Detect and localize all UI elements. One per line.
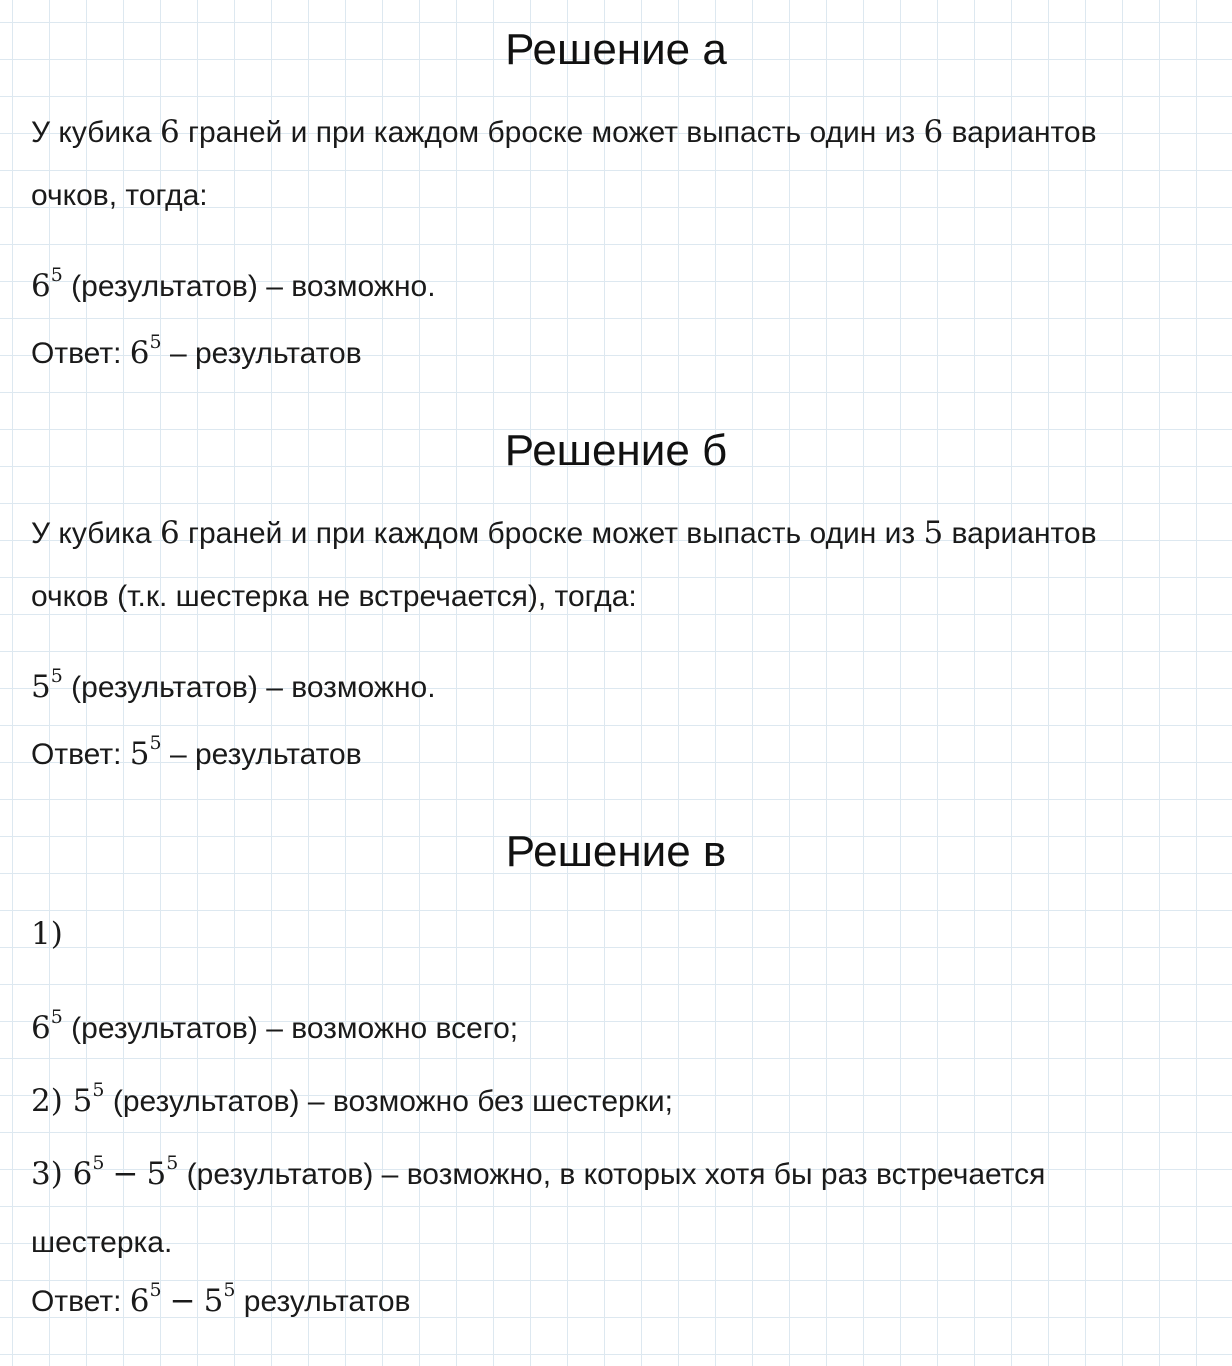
power-exponent: 5 <box>92 1151 105 1174</box>
math-number: 5 <box>923 515 944 551</box>
math-number: 6 <box>159 515 180 551</box>
section-c-step2-line <box>31 1078 673 1122</box>
power-exponent: 5 <box>50 263 63 286</box>
power-base: 6 <box>31 1010 51 1046</box>
math-power <box>31 1005 63 1046</box>
math-power <box>203 1278 236 1319</box>
step-number: 3) <box>31 1156 73 1192</box>
power-exponent: 5 <box>50 1005 63 1028</box>
power-exponent: 5 <box>149 1278 162 1301</box>
power-base: 5 <box>72 1083 93 1119</box>
answer-label: Ответ: <box>31 1285 130 1318</box>
text: (результатов) – возможно без шестерки; <box>104 1085 673 1118</box>
section-a-result-line <box>31 263 436 307</box>
text: (результатов) – возможно всего; <box>62 1012 519 1045</box>
math-power <box>31 263 63 304</box>
power-exponent: 5 <box>149 731 162 754</box>
section-a-paragraph-line1 <box>31 112 1097 153</box>
text: (результатов) – возможно, в которых хотя бы раз встречается <box>178 1158 1046 1191</box>
power-base: 5 <box>203 1283 224 1319</box>
math-number: 6 <box>923 114 944 150</box>
power-base: 6 <box>72 1156 93 1192</box>
answer-label: Ответ: <box>31 337 130 370</box>
step-number: 2) <box>31 1083 73 1119</box>
power-exponent: 5 <box>149 330 162 353</box>
section-c-step3-line2: шестерка. <box>31 1226 173 1259</box>
section-c-step1-label <box>31 914 63 955</box>
minus-sign: − <box>169 1283 196 1319</box>
minus-sign: − <box>112 1156 139 1192</box>
section-c-step3-line <box>31 1151 1046 1195</box>
math-power <box>129 330 162 371</box>
math-power <box>31 664 63 705</box>
text: вариантов <box>943 517 1097 550</box>
text: вариантов <box>943 116 1097 149</box>
power-exponent: 5 <box>166 1151 179 1174</box>
text: – результатов <box>161 337 362 370</box>
power-base: 6 <box>31 268 51 304</box>
text: У кубика <box>31 517 160 550</box>
text: – результатов <box>161 738 362 771</box>
section-a-paragraph-line2: очков, тогда: <box>31 179 208 212</box>
math-power <box>146 1151 179 1192</box>
heading-solution-c: Решение в <box>505 827 727 876</box>
text: граней и при каждом броске может выпасть один из <box>179 517 924 550</box>
text: результатов <box>235 1285 411 1318</box>
power-base: 5 <box>146 1156 167 1192</box>
heading-solution-b: Решение б <box>504 426 728 475</box>
heading-solution-a: Решение а <box>505 25 727 74</box>
section-c-step1-line <box>31 1005 519 1049</box>
power-base: 6 <box>129 335 150 371</box>
step-number: 1) <box>31 916 63 952</box>
section-b-result-line <box>31 664 436 708</box>
section-c-answer-line <box>31 1278 411 1322</box>
section-b-answer-line <box>31 731 362 775</box>
answer-label: Ответ: <box>31 738 130 771</box>
power-exponent: 5 <box>92 1078 105 1101</box>
math-power <box>129 731 162 772</box>
power-base: 5 <box>31 669 51 705</box>
text: граней и при каждом броске может выпасть один из <box>179 116 924 149</box>
power-exponent: 5 <box>50 664 63 687</box>
math-power <box>129 1278 162 1319</box>
math-power <box>72 1151 105 1192</box>
power-base: 5 <box>129 736 150 772</box>
section-a-answer-line <box>31 330 362 374</box>
power-base: 6 <box>129 1283 150 1319</box>
section-b-paragraph-line2: очков (т.к. шестерка не встречается), тогда: <box>31 580 637 613</box>
math-number: 6 <box>159 114 180 150</box>
text: У кубика <box>31 116 160 149</box>
power-exponent: 5 <box>223 1278 236 1301</box>
section-b-paragraph-line1 <box>31 513 1097 554</box>
text: (результатов) – возможно. <box>62 671 436 704</box>
text: (результатов) – возможно. <box>62 270 436 303</box>
math-power <box>72 1078 105 1119</box>
